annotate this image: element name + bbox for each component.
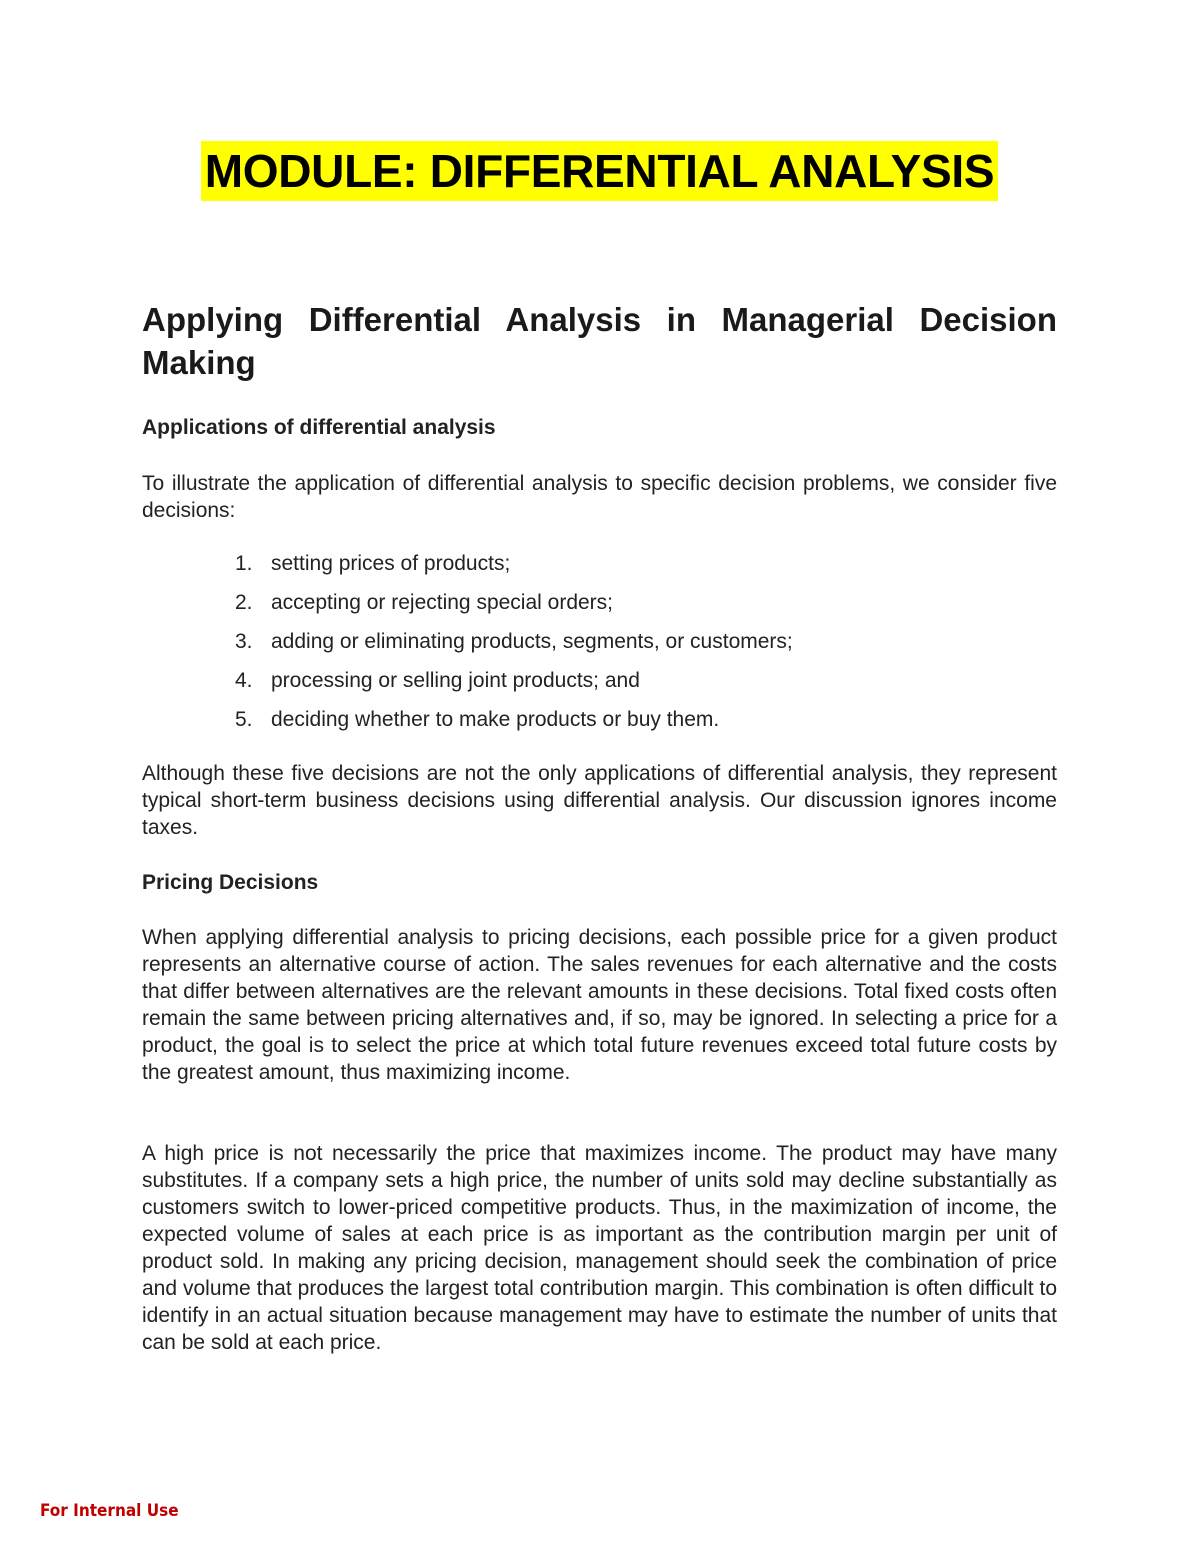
list-item (142, 589, 1057, 628)
list-item-text: setting prices of products; (271, 552, 511, 575)
list-item-number: 3. (235, 630, 253, 653)
list-item (142, 550, 1057, 589)
list-item (142, 628, 1057, 667)
module-title: MODULE: DIFFERENTIAL ANALYSIS (201, 141, 999, 201)
section-heading-applications: Applications of differential analysis (142, 416, 496, 439)
decision-list (142, 550, 1057, 745)
main-heading: Applying Differential Analysis in Managerial Decision Making (142, 301, 1057, 381)
list-item-text: adding or eliminating products, segments, or customers; (271, 630, 793, 653)
pricing-paragraph-1: When applying differential analysis to pricing decisions, each possible price for a given product represents an alternative course of action. The sales revenues for each alternative and the costs that differ between alternatives are the relevant amounts in these decisions. Total fixed costs often remain the same between pricing alternatives and, if so, may be ignored. In selecting a price for a product, the goal is to select the price at which total future revenues exceed total future costs by the greatest amount, thus maximizing income. (142, 926, 1057, 1084)
module-title-container (142, 141, 1057, 201)
closing-paragraph: Although these five decisions are not the only applications of differential analysis, they represent typical short-term business decisions using differential analysis. Our discussion ignores income taxes. (142, 762, 1057, 839)
list-item-number: 5. (235, 708, 253, 731)
intro-paragraph: To illustrate the application of differential analysis to specific decision problems, we consider five decisions: (142, 472, 1057, 522)
list-item-number: 4. (235, 669, 253, 692)
list-item-text: accepting or rejecting special orders; (271, 591, 614, 614)
section-heading-pricing: Pricing Decisions (142, 871, 319, 894)
list-item-number: 2. (235, 591, 253, 614)
list-item (142, 667, 1057, 706)
list-item-text: processing or selling joint products; and (271, 669, 640, 692)
pricing-paragraph-2: A high price is not necessarily the price that maximizes income. The product may have many substitutes. If a company sets a high price, the number of units sold may decline substantially as customers switch to lower-priced competitive products. Thus, in the maximization of income, the expected volume of sales at each price is as important as the contribution margin per unit of product sold. In making any pricing decision, management should seek the combination of price and volume that produces the largest total contribution margin. This combination is often difficult to identify in an actual situation because management may have to estimate the number of units that can be sold at each price. (142, 1142, 1057, 1354)
list-item (142, 706, 1057, 745)
footer-label: For Internal Use (40, 1501, 179, 1521)
list-item-number: 1. (235, 552, 253, 575)
list-item-text: deciding whether to make products or buy them. (271, 708, 720, 731)
